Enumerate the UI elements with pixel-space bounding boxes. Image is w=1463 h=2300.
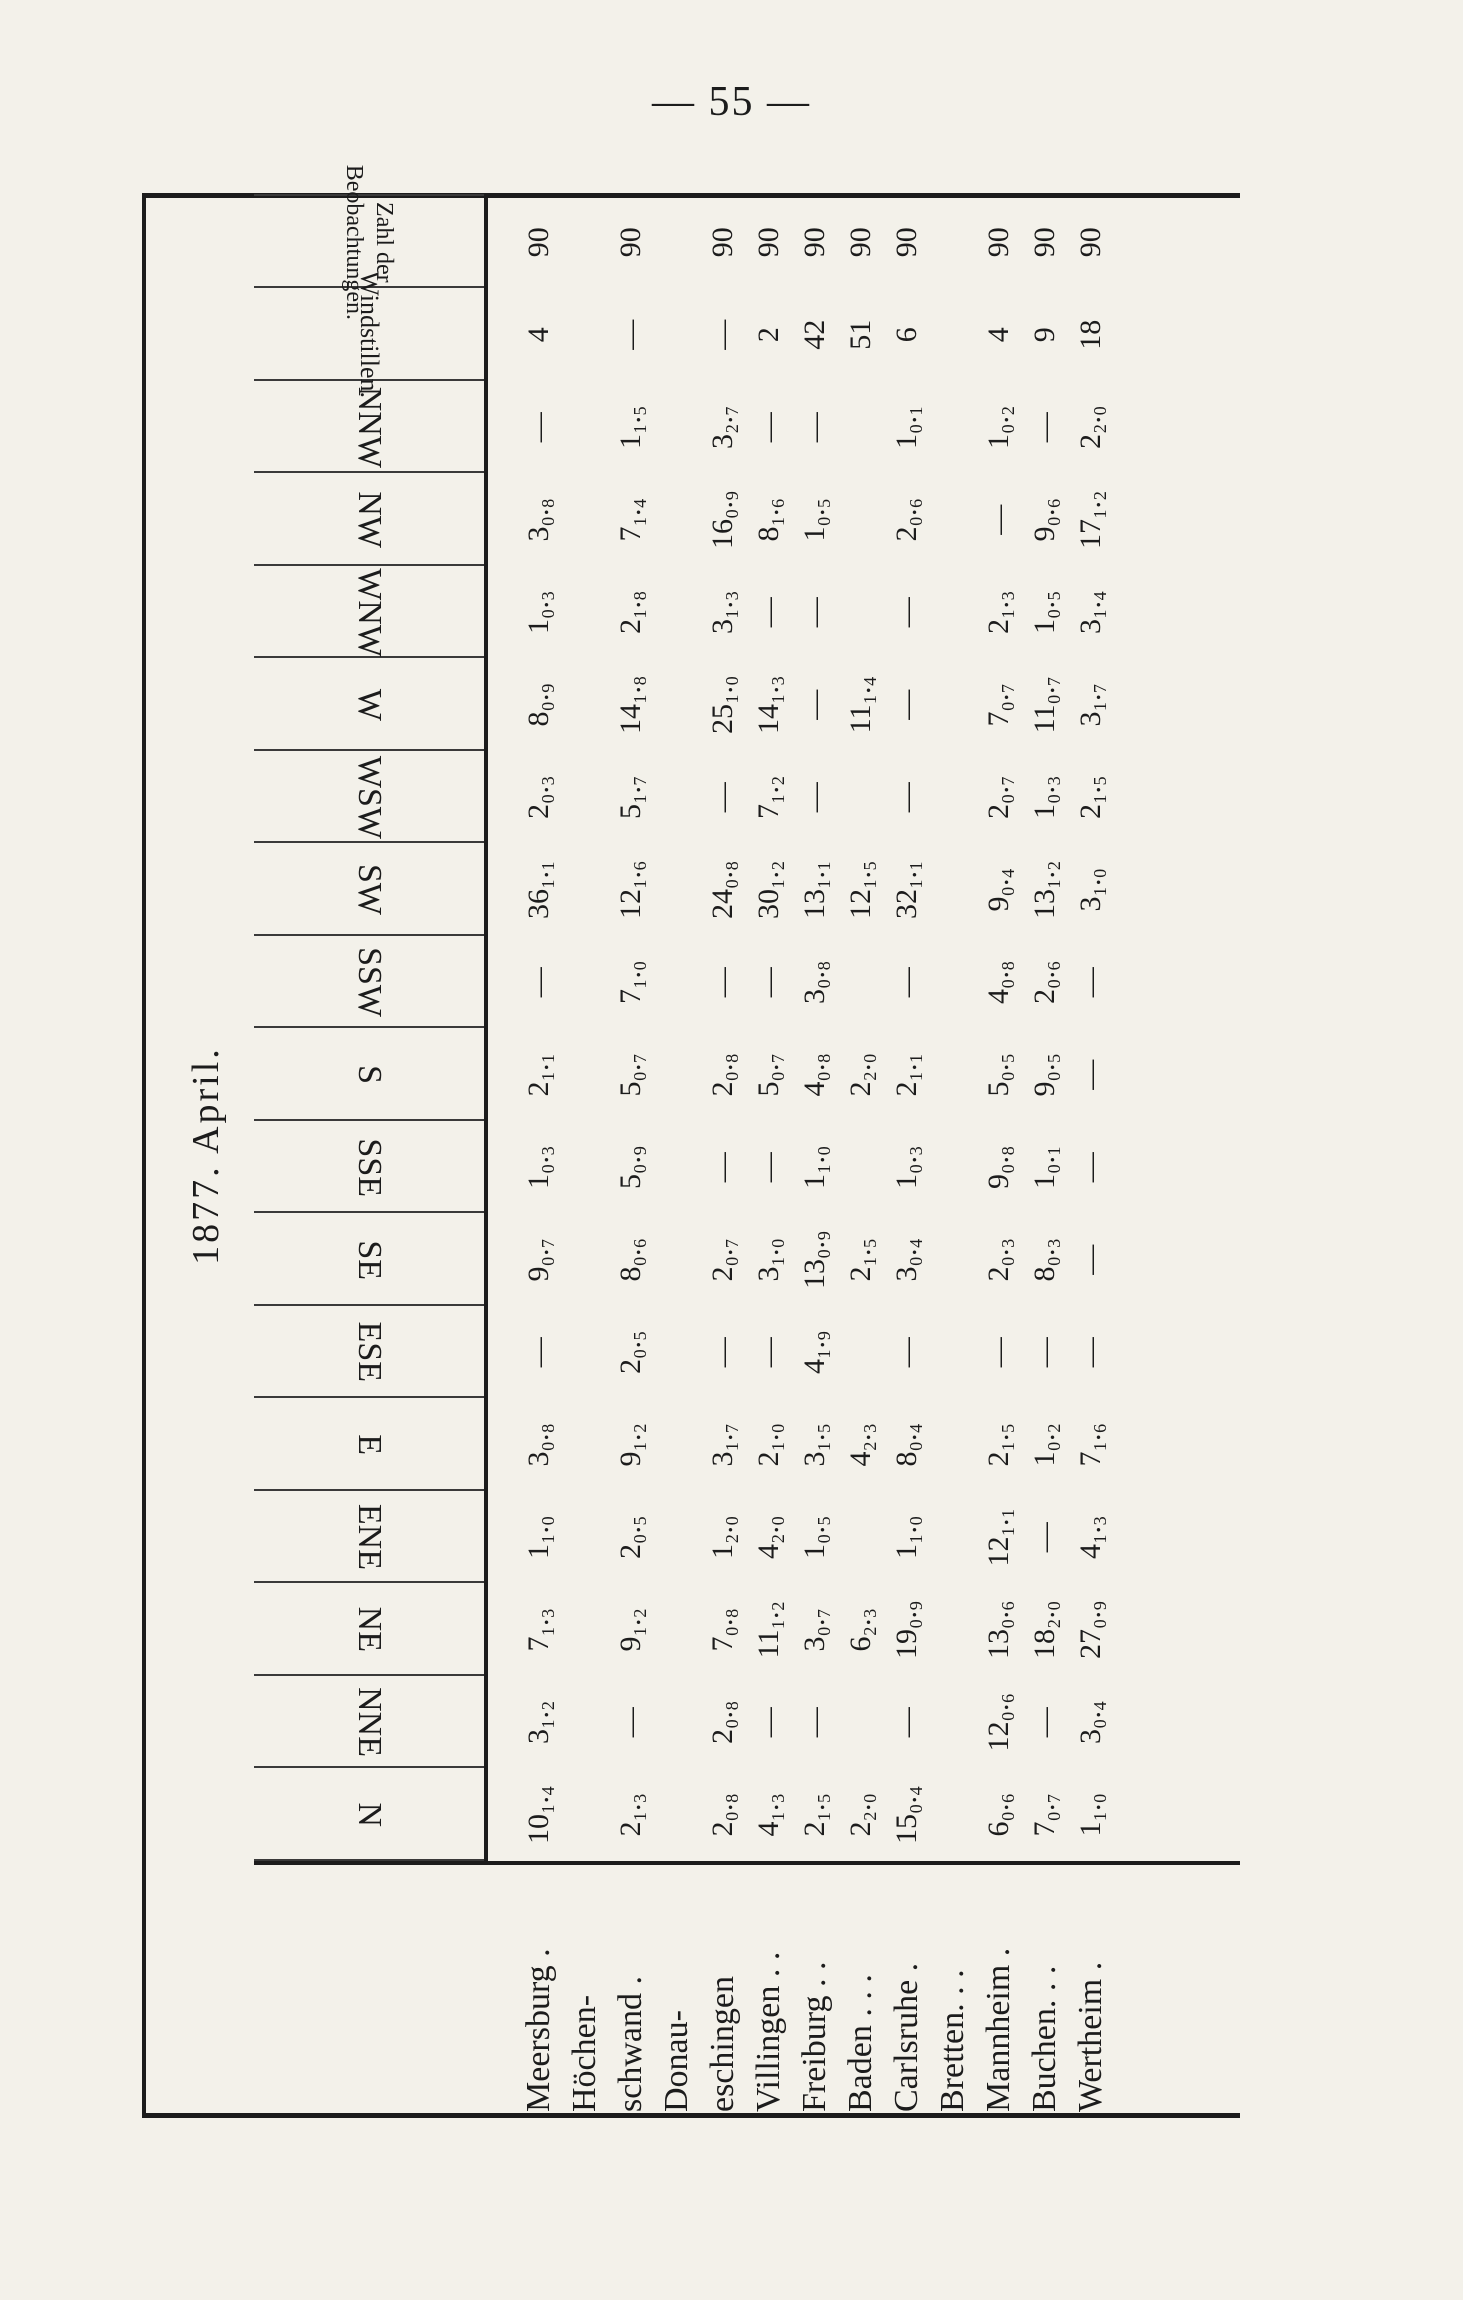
column-header-ne-label: NE (351, 1607, 388, 1653)
table-cell-ssw: — (706, 967, 739, 998)
table-cell-w: — (798, 689, 831, 720)
table-cell-se: 2₀.₃ (982, 1238, 1015, 1282)
station-label: eschingen (704, 1976, 741, 2112)
station-label: Meersburg . (520, 1948, 557, 2112)
table-cell-e: 2₁.₅ (982, 1423, 1015, 1467)
table-cell-ne: 18₂.₀ (1028, 1600, 1061, 1659)
table-cell-ese: 2₀.₅ (614, 1330, 647, 1374)
table-cell-ene: 1₁.₀ (522, 1515, 555, 1559)
table-cell-e: 4₂.₃ (844, 1423, 877, 1467)
table-cell-nw: 17₁.₂ (1074, 490, 1107, 549)
table-cell-ssw: — (1074, 967, 1107, 998)
column-header-n (254, 1769, 484, 1862)
table-cell-wsw: 1₀.₃ (1028, 775, 1061, 819)
table-cell-n: 1₁.₀ (1074, 1793, 1107, 1837)
table-cell-nne: — (798, 1707, 831, 1738)
table-cell-n: 2₀.₈ (706, 1793, 739, 1837)
table-cell-obs: 90 (752, 227, 785, 258)
table-cell-wsw: 2₁.₅ (1074, 775, 1107, 819)
table-cell-se: 8₀.₆ (614, 1238, 647, 1282)
table-cell-nw: 16₀.₉ (706, 490, 739, 549)
table-cell-w: 8₀.₉ (522, 683, 555, 727)
table-cell-ssw: — (752, 967, 785, 998)
table-cell-nw: 2₀.₆ (890, 498, 923, 542)
column-header-s-label: S (351, 1065, 388, 1085)
table-cell-w: 7₀.₇ (982, 683, 1015, 727)
table-cell-obs: 90 (890, 227, 923, 258)
column-header-nw-label: NW (351, 491, 388, 549)
table-cell-calm: — (706, 319, 739, 350)
station-label: Bretten. . . (934, 1969, 971, 2112)
table-cell-nne: 3₀.₄ (1074, 1700, 1107, 1744)
column-header-wnw-label: WNW (351, 567, 388, 657)
table-cell-ene: 12₁.₁ (982, 1508, 1015, 1567)
table-cell-wsw: — (890, 782, 923, 813)
table-cell-ssw: 3₀.₈ (798, 960, 831, 1004)
table-cell-sse: 5₀.₉ (614, 1145, 647, 1189)
table-cell-se: — (1074, 1244, 1107, 1275)
table-cell-s: 2₁.₁ (890, 1053, 923, 1097)
table-cell-wnw: — (752, 597, 785, 628)
table-cell-w: 11₁.₄ (844, 676, 877, 734)
table-cell-sw: 12₁.₅ (844, 860, 877, 919)
column-header-sw-label: SW (351, 864, 388, 916)
table-cell-se: 9₀.₇ (522, 1238, 555, 1282)
table-cell-calm: 42 (798, 319, 831, 350)
table-cell-ene: 2₀.₅ (614, 1515, 647, 1559)
table-cell-w: 25₁.₀ (706, 675, 739, 734)
table-cell-obs: 90 (614, 227, 647, 258)
column-header-w-label: W (351, 688, 388, 721)
table-cell-nne: — (1028, 1707, 1061, 1738)
table-cell-sse: — (752, 1152, 785, 1183)
table-cell-ese: — (982, 1337, 1015, 1368)
table-cell-se: 3₀.₄ (890, 1238, 923, 1282)
table-cell-nnw: — (1028, 412, 1061, 443)
table-cell-sw: 32₁.₁ (890, 860, 923, 919)
table-cell-nnw: 2₂.₀ (1074, 405, 1107, 449)
table-cell-ssw: 4₀.₈ (982, 960, 1015, 1004)
table-cell-s: 5₀.₅ (982, 1053, 1015, 1097)
table-cell-nne: 12₀.₆ (982, 1693, 1015, 1752)
station-label: Wertheim . (1072, 1961, 1109, 2112)
table-cell-e: 3₁.₇ (706, 1423, 739, 1467)
table-cell-ne: 13₀.₆ (982, 1600, 1015, 1659)
table-cell-sw: 24₀.₈ (706, 860, 739, 919)
table-cell-se: 8₀.₃ (1028, 1238, 1061, 1282)
column-header-ssw (254, 936, 484, 1029)
table-cell-obs: 90 (844, 227, 877, 258)
column-header-wnw (254, 566, 484, 659)
table-cell-wnw: 1₀.₅ (1028, 590, 1061, 634)
table-cell-nne: — (752, 1707, 785, 1738)
column-header-observations-line1: Zahl der (371, 201, 397, 283)
table-cell-nnw: — (522, 412, 555, 443)
table-cell-sse: — (1074, 1152, 1107, 1183)
column-header-ne (254, 1584, 484, 1677)
station-label: Carlsruhe . (888, 1962, 925, 2112)
table-cell-wsw: 5₁.₇ (614, 775, 647, 819)
table-cell-wsw: 7₁.₂ (752, 775, 785, 819)
table-cell-w: — (890, 689, 923, 720)
table-title: 1877. April. (185, 1046, 227, 1265)
column-header-s (254, 1029, 484, 1122)
table-cell-e: 7₁.₆ (1074, 1423, 1107, 1467)
station-label: Buchen. . . (1026, 1965, 1063, 2112)
table-cell-ne: 3₀.₇ (798, 1608, 831, 1652)
table-cell-nnw: — (752, 412, 785, 443)
column-header-ene-label: ENE (351, 1504, 388, 1571)
page-number: — 55 — (652, 79, 811, 125)
table-cell-e: 9₁.₂ (614, 1423, 647, 1467)
table-cell-n: 2₂.₀ (844, 1793, 877, 1837)
column-header-sw (254, 844, 484, 937)
column-header-ese-label: ESE (351, 1322, 388, 1383)
table-cell-n: 7₀.₇ (1028, 1793, 1061, 1837)
table-cell-nw: 3₀.₈ (522, 498, 555, 542)
table-cell-calm: 6 (890, 327, 923, 343)
table-cell-sw: 3₁.₀ (1074, 868, 1107, 912)
wind-direction-table (254, 164, 1240, 2118)
table-cell-nw: — (982, 504, 1015, 535)
table-cell-sse: 1₀.₃ (522, 1145, 555, 1189)
table-frame-left (142, 193, 146, 2118)
table-cell-nw: 9₀.₆ (1028, 498, 1061, 542)
table-cell-wsw: — (706, 782, 739, 813)
table-cell-wsw: 2₀.₃ (522, 775, 555, 819)
column-header-nnw-label: NNW (351, 386, 388, 468)
column-header-wsw (254, 751, 484, 844)
table-cell-ene: 1₀.₅ (798, 1515, 831, 1559)
table-cell-nw: 8₁.₆ (752, 498, 785, 542)
table-cell-ene: — (1028, 1522, 1061, 1553)
table-cell-calm: 9 (1028, 327, 1061, 343)
station-label: Freiburg . . (796, 1961, 833, 2112)
station-label: Villingen . . (750, 1951, 787, 2112)
table-cell-nw: 1₀.₅ (798, 498, 831, 542)
table-cell-ese: — (752, 1337, 785, 1368)
column-header-e-label: E (351, 1434, 388, 1456)
table-cell-ssw: — (522, 967, 555, 998)
station-label: Baden . . . (842, 1974, 879, 2112)
table-cell-obs: 90 (522, 227, 555, 258)
table-cell-sw: 36₁.₁ (522, 860, 555, 919)
table-cell-ese: — (1074, 1337, 1107, 1368)
column-header-ene (254, 1491, 484, 1584)
table-cell-s: 5₀.₇ (614, 1053, 647, 1097)
table-cell-calm: 2 (752, 327, 785, 343)
table-cell-wnw: 3₁.₄ (1074, 590, 1107, 634)
table-cell-w: 11₀.₇ (1028, 676, 1061, 734)
table-cell-w: 14₁.₃ (752, 675, 785, 734)
table-cell-e: 1₀.₂ (1028, 1423, 1061, 1467)
table-cell-ssw: 2₀.₆ (1028, 960, 1061, 1004)
table-cell-obs: 90 (1028, 227, 1061, 258)
column-header-se (254, 1214, 484, 1307)
table-cell-calm: 4 (522, 327, 555, 343)
table-cell-s: — (1074, 1059, 1107, 1090)
table-cell-sw: 30₁.₂ (752, 860, 785, 919)
table-cell-wnw: — (798, 597, 831, 628)
column-header-observations-line2: Beobachtungen. (341, 164, 367, 320)
table-cell-nne: — (890, 1707, 923, 1738)
table-cell-ene: 4₂.₀ (752, 1515, 785, 1559)
table-cell-sw: 12₁.₆ (614, 860, 647, 919)
column-header-sse (254, 1121, 484, 1214)
table-cell-sse: 9₀.₈ (982, 1145, 1015, 1189)
table-cell-ene: 1₂.₀ (706, 1515, 739, 1559)
table-cell-obs: 90 (982, 227, 1015, 258)
table-cell-sse: 1₀.₃ (890, 1145, 923, 1189)
table-cell-nnw: 1₁.₅ (614, 405, 647, 449)
table-cell-nne: — (614, 1707, 647, 1738)
table-cell-nnw: 3₂.₇ (706, 405, 739, 449)
table-cell-ese: — (890, 1337, 923, 1368)
table-cell-wnw: 3₁.₃ (706, 590, 739, 634)
table-cell-s: 4₀.₈ (798, 1053, 831, 1097)
header-separator (484, 193, 488, 1865)
table-cell-sw: 13₁.₂ (1028, 860, 1061, 919)
table-cell-ese: — (1028, 1337, 1061, 1368)
table-cell-wnw: 2₁.₈ (614, 590, 647, 634)
column-header-se-label: SE (351, 1239, 388, 1280)
table-cell-sse: — (706, 1152, 739, 1183)
column-header-observations (254, 164, 484, 320)
table-cell-se: 2₀.₇ (706, 1238, 739, 1282)
column-header-wsw-label: WSW (351, 755, 388, 839)
column-header-calm-label: Windstillen. (355, 271, 384, 399)
table-cell-ne: 6₂.₃ (844, 1608, 877, 1652)
table-cell-ene: 1₁.₀ (890, 1515, 923, 1559)
table-cell-obs: 90 (798, 227, 831, 258)
table-cell-wsw: — (798, 782, 831, 813)
table-cell-nw: 7₁.₄ (614, 498, 647, 542)
column-header-e (254, 1399, 484, 1492)
column-header-w (254, 659, 484, 752)
table-cell-nnw: 1₀.₂ (982, 405, 1015, 449)
table-cell-ssw: 7₁.₀ (614, 960, 647, 1004)
table-cell-ese: 4₁.₉ (798, 1330, 831, 1374)
table-cell-obs: 90 (706, 227, 739, 258)
station-label: schwand . (612, 1976, 649, 2112)
table-cell-ne: 19₀.₉ (890, 1600, 923, 1659)
table-cell-s: 2₁.₁ (522, 1053, 555, 1097)
table-cell-wsw: 2₀.₇ (982, 775, 1015, 819)
table-cell-n: 2₁.₃ (614, 1793, 647, 1837)
table-cell-wnw: — (890, 597, 923, 628)
table-cell-wnw: 2₁.₃ (982, 590, 1015, 634)
table-cell-n: 10₁.₄ (522, 1785, 555, 1844)
table-cell-se: 3₁.₀ (752, 1238, 785, 1282)
table-cell-w: 14₁.₈ (614, 675, 647, 734)
table-cell-e: 2₁.₀ (752, 1423, 785, 1467)
station-label: Donau- (658, 2010, 695, 2112)
table-cell-sse: 1₁.₀ (798, 1145, 831, 1189)
table-cell-calm: — (614, 319, 647, 350)
table-cell-se: 13₀.₉ (798, 1230, 831, 1289)
table-cell-w: 3₁.₇ (1074, 683, 1107, 727)
table-cell-ene: 4₁.₃ (1074, 1515, 1107, 1559)
table-cell-ne: 9₁.₂ (614, 1608, 647, 1652)
table-cell-ne: 7₀.₈ (706, 1608, 739, 1652)
table-cell-calm: 51 (844, 319, 877, 350)
table-cell-nne: 2₀.₈ (706, 1700, 739, 1744)
table-cell-ese: — (522, 1337, 555, 1368)
table-cell-n: 2₁.₅ (798, 1793, 831, 1837)
table-cell-ne: 7₁.₃ (522, 1608, 555, 1652)
table-cell-sse: 1₀.₁ (1028, 1145, 1061, 1189)
table-cell-nne: 3₁.₂ (522, 1700, 555, 1744)
table-cell-s: 2₀.₈ (706, 1053, 739, 1097)
table-cell-s: 2₂.₀ (844, 1053, 877, 1097)
table-cell-sw: 13₁.₁ (798, 860, 831, 919)
table-cell-ssw: — (890, 967, 923, 998)
table-cell-sw: 9₀.₄ (982, 868, 1015, 912)
column-header-sse-label: SSE (351, 1137, 388, 1197)
column-header-ssw-label: SSW (351, 947, 388, 1018)
table-cell-se: 2₁.₅ (844, 1238, 877, 1282)
station-label: Mannheim . (980, 1947, 1017, 2112)
column-header-nne (254, 1676, 484, 1769)
station-label: Höchen- (566, 1994, 603, 2112)
column-header-nw (254, 474, 484, 567)
table-cell-wnw: 1₀.₃ (522, 590, 555, 634)
table-cell-e: 8₀.₄ (890, 1423, 923, 1467)
table-cell-s: 5₀.₇ (752, 1053, 785, 1097)
table-cell-n: 15₀.₄ (890, 1785, 923, 1844)
column-header-ese (254, 1306, 484, 1399)
table-cell-n: 4₁.₃ (752, 1793, 785, 1837)
table-cell-n: 6₀.₆ (982, 1793, 1015, 1837)
station-column-separator (254, 1861, 1240, 1865)
rotated-table-page (142, 164, 1240, 2118)
column-header-nne-label: NNE (351, 1687, 388, 1758)
table-cell-ne: 27₀.₉ (1074, 1600, 1107, 1659)
table-cell-nnw: — (798, 412, 831, 443)
table-cell-nnw: 1₀.₁ (890, 405, 923, 449)
table-cell-calm: 18 (1074, 319, 1107, 350)
table-cell-calm: 4 (982, 327, 1015, 343)
table-cell-obs: 90 (1074, 227, 1107, 258)
table-cell-ese: — (706, 1337, 739, 1368)
table-cell-e: 3₀.₈ (522, 1423, 555, 1467)
table-cell-s: 9₀.₅ (1028, 1053, 1061, 1097)
table-cell-ne: 11₁.₂ (752, 1601, 785, 1659)
table-cell-e: 3₁.₅ (798, 1423, 831, 1467)
column-header-n-label: N (351, 1802, 388, 1828)
